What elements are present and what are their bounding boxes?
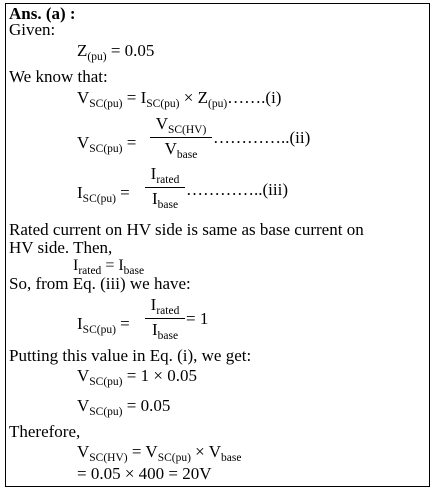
equation-5: $V_{SC(pu)} = 1 \times 0.05$ <box>77 366 197 388</box>
equation-2-lhs: $V_{SC(pu)}$ = <box>77 133 137 155</box>
equation-6: $V_{SC(pu)} = 0.05$ <box>77 396 171 418</box>
so-from-text: So, from Eq. (iii) we have: <box>9 274 191 293</box>
equation-1: $V_{SC(pu)} = I_{SC(pu)}$ × $Z_{(pu)}\dots\dots.(i)$ <box>77 88 282 110</box>
given-label: Given: <box>9 20 56 39</box>
equation-7: $V_{SC(HV)} = V_{SC(pu)} \times V_{base}$ <box>77 442 242 464</box>
given-z-equation: $Z_{(pu)} = 0.05$ <box>77 41 155 63</box>
equation-2-fraction: $V_{SC(HV)}$ $V_{base}$ <box>150 114 212 161</box>
equation-3-lhs: $I_{SC(pu)}$ = <box>77 183 130 205</box>
putting-text: Putting this value in Eq. (i), we get: <box>9 346 252 365</box>
equation-4-lhs: $I_{SC(pu)}$ = <box>77 314 130 336</box>
we-know-label: We know that: <box>9 67 108 86</box>
rated-text-line-1: Rated current on HV side is same as base current on <box>9 220 364 239</box>
therefore-label: Therefore, <box>9 422 81 441</box>
equation-2-label: …………..(ii) <box>213 128 311 147</box>
equation-3-fraction: $I_{rated}$ $I_{base}$ <box>145 164 185 211</box>
answer-heading: Ans. (a) : <box>9 4 76 23</box>
irated-equation: $I_{rated} = I_{base}$ <box>73 257 145 277</box>
rated-text-line-2: HV side. Then, <box>9 238 113 257</box>
equation-4-result: = 1 <box>186 309 209 328</box>
equation-4-fraction: $I_{rated}$ $I_{base}$ <box>145 295 185 342</box>
equation-8: = 0.05 × 400 = 20V <box>77 464 212 483</box>
equation-3-label: …………..(iii) <box>186 180 288 199</box>
